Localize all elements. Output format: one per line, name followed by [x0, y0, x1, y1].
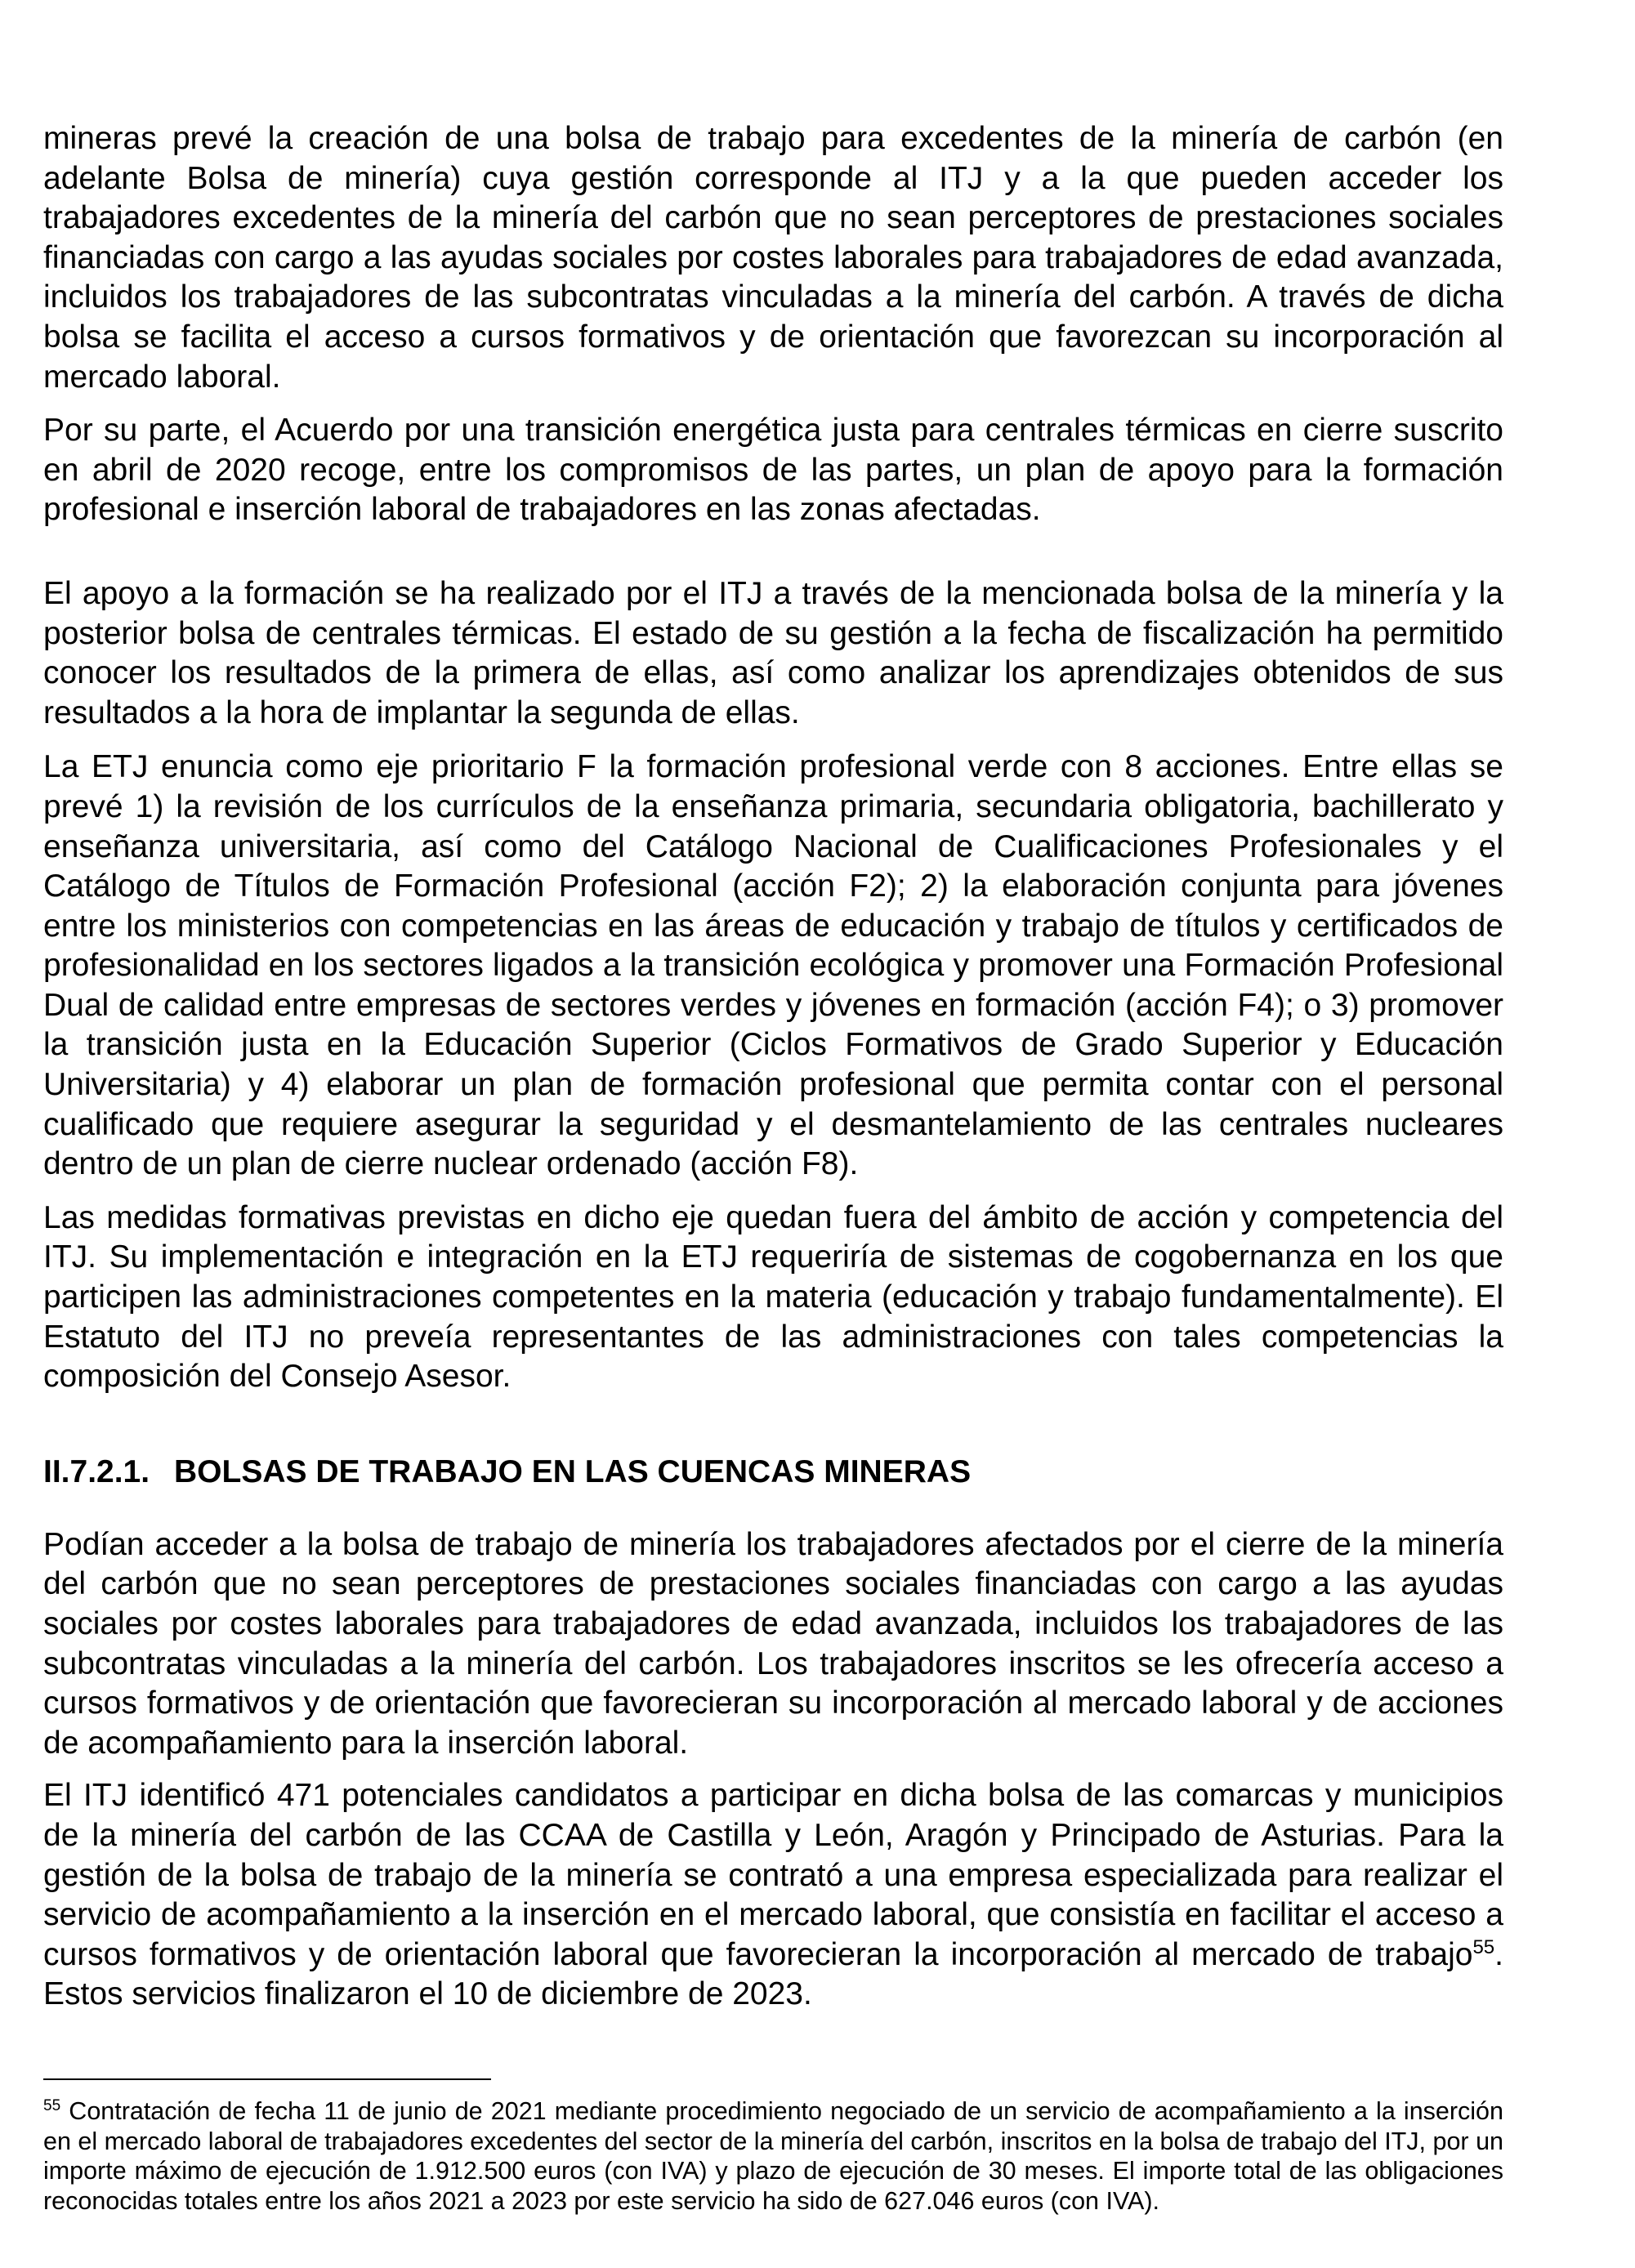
body-paragraph: Podían acceder a la bolsa de trabajo de minería los trabajadores afectados por el cierre de la minería del carbón que no sean perceptores de prestaciones sociales financiadas con cargo a las ayudas sociales por costes laborales para trabajadores de edad avanzada, incluidos los trabajadores de las subcontratas vinculadas a la minería del carbón. Los trabajadores inscritos se les ofrecería acceso a cursos formativos y de orientación que favorecieran su incorporación al mercado laboral y de acciones de acompañamiento para la inserción laboral.	[43, 1526, 1503, 1761]
body-paragraph: El apoyo a la formación se ha realizado por el ITJ a través de la mencionada bolsa de la minería y la posterior bolsa de centrales térmicas. El estado de su gestión a la fecha de fiscalización ha permitido conocer los resultados de la primera de ellas, así como analizar los aprendizajes obtenidos de sus resultados a la hora de implantar la segunda de ellas.	[43, 575, 1503, 730]
footnote-separator	[43, 2078, 491, 2080]
body-paragraph: mineras prevé la creación de una bolsa de trabajo para excedentes de la minería de carbón (en adelante Bolsa de minería) cuya gestión corresponde al ITJ y a la que pueden acceder los trabajadores excedentes de la minería del carbón que no sean perceptores de prestaciones sociales financiadas con cargo a las ayudas sociales por costes laborales para trabajadores de edad avanzada, incluidos los trabajadores de las subcontratas vinculadas a la minería del carbón. A través de dicha bolsa se facilita el acceso a cursos formativos y de orientación que favorezcan su incorporación al mercado laboral.	[43, 121, 1503, 395]
paragraph-text: . Estos servicios finalizaron el 10 de diciembre de 2023.	[43, 1936, 1503, 2012]
section-title: BOLSAS DE TRABAJO EN LAS CUENCAS MINERAS	[174, 1453, 972, 1489]
body-paragraph: Por su parte, el Acuerdo por una transición energética justa para centrales térmicas en cierre suscrito en abril de 2020 recoge, entre los compromisos de las partes, un plan de apoyo para la formación profesional e inserción laboral de trabajadores en las zonas afectadas.	[43, 413, 1503, 528]
footnote-number: 55	[43, 2096, 61, 2114]
body-paragraph	[43, 1776, 1503, 2015]
section-heading	[43, 1453, 1503, 1492]
paragraph-text: El ITJ identificó 471 potenciales candidatos a participar en dicha bolsa de las comarcas y municipios de la minería del carbón de las CCAA de Castilla y León, Aragón y Principado de Asturias. Para la gestión de la bolsa de trabajo de la minería se contrató a una empresa especializada para realizar el servicio de acompañamiento a la inserción en el mercado laboral, que consistía en facilitar el acceso a cursos formativos y de orientación laboral que favorecieran la incorporación al mercado de trabajo	[43, 1778, 1503, 1972]
body-paragraph: La ETJ enuncia como eje prioritario F la formación profesional verde con 8 acciones. Entre ellas se prevé 1) la revisión de los currículos de la enseñanza primaria, secundaria obligatoria, bachillerato y enseñanza universitaria, así como del Catálogo Nacional de Cualificaciones Profesionales y el Catálogo de Títulos de Formación Profesional (acción F2); 2) la elaboración conjunta para jóvenes entre los ministerios con competencias en las áreas de educación y trabajo de títulos y certificados de profesionalidad en los sectores ligados a la transición ecológica y promover una Formación Profesional Dual de calidad entre empresas de sectores verdes y jóvenes en formación (acción F4); o 3) promover la transición justa en la Educación Superior (Ciclos Formativos de Grado Superior y Educación Universitaria) y 4) elaborar un plan de formación profesional que permita contar con el personal cualificado que requiere asegurar la seguridad y el desmantelamiento de las centrales nucleares dentro de un plan de cierre nuclear ordenado (acción F8).	[43, 749, 1503, 1182]
footnote-text: Contratación de fecha 11 de junio de 2021 mediante procedimiento negociado de un servicio de acompañamiento a la inserción en el mercado laboral de trabajadores excedentes del sector de la minería del carbón, inscritos en la bolsa de trabajo del ITJ, por un importe máximo de ejecución de 1.912.500 euros (con IVA) y plazo de ejecución de 30 meses. El importe total de las obligaciones reconocidas totales entre los años 2021 a 2023 por este servicio ha sido de 627.046 euros (con IVA).	[43, 2097, 1503, 2215]
footnote-reference[interactable]: 55	[1472, 1935, 1495, 1958]
footnote	[43, 2096, 1503, 2216]
section-number: II.7.2.1.	[43, 1453, 150, 1489]
body-paragraph: Las medidas formativas previstas en dicho eje quedan fuera del ámbito de acción y competencia del ITJ. Su implementación e integración en la ETJ requeriría de sistemas de cogobernanza en los que participen las administraciones competentes en la materia (educación y trabajo fundamentalmente). El Estatuto del ITJ no preveía representantes de las administraciones con tales competencias la composición del Consejo Asesor.	[43, 1199, 1503, 1395]
document-page	[43, 119, 1503, 2015]
